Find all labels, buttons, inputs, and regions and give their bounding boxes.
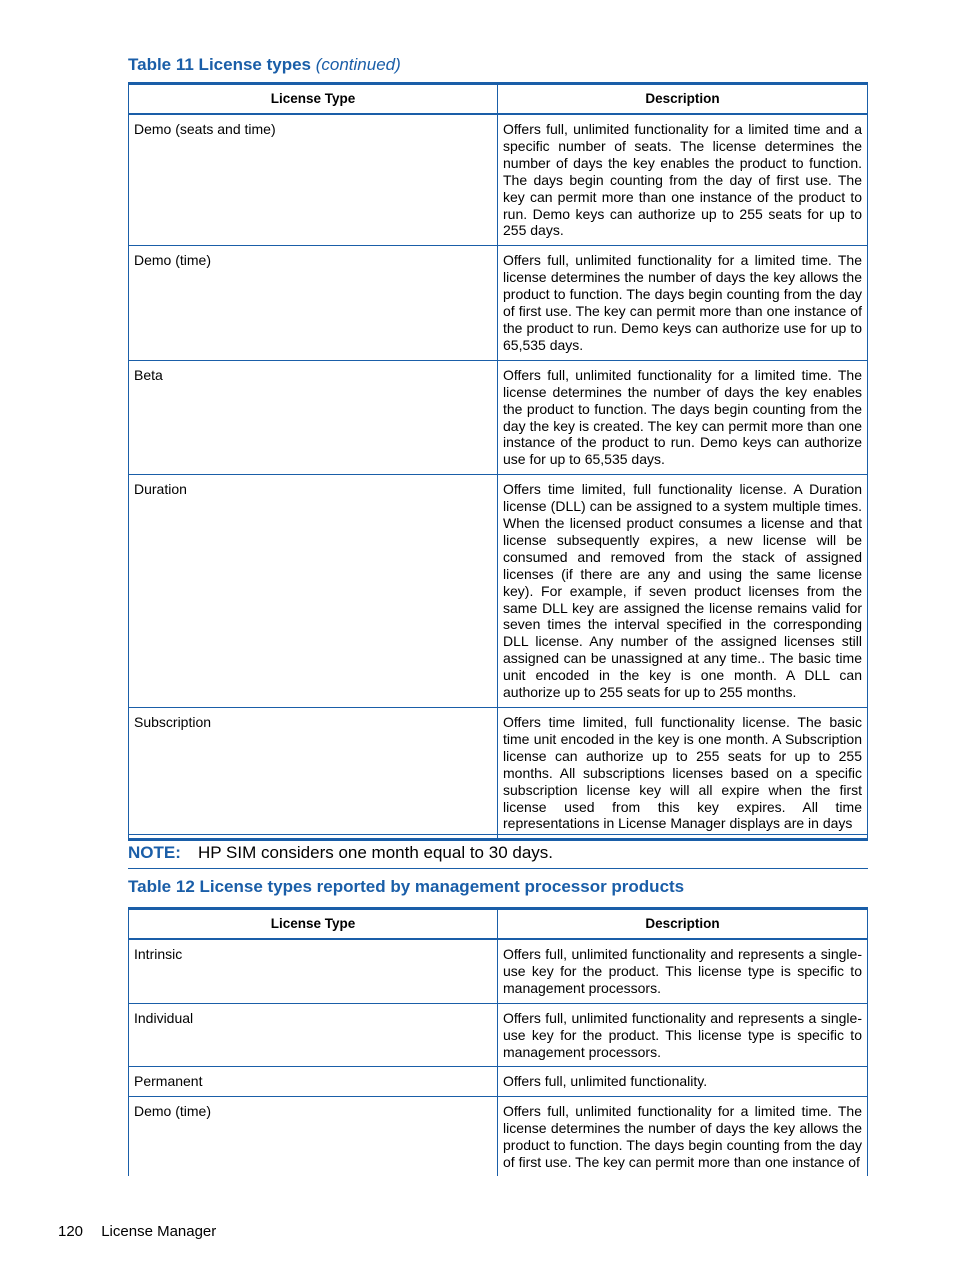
description-cell: Offers full, unlimited functionality and represents a single-use key for the product. This license type is specific to management processors. bbox=[498, 1003, 868, 1067]
table-row bbox=[129, 1067, 868, 1097]
column-header-description: Description bbox=[498, 909, 868, 940]
license-type-cell: Individual bbox=[129, 1003, 498, 1067]
column-header-license-type: License Type bbox=[129, 909, 498, 940]
license-type-cell: Intrinsic bbox=[129, 939, 498, 1003]
table-11-caption bbox=[128, 55, 401, 75]
license-types-table bbox=[128, 82, 868, 841]
table-row bbox=[129, 939, 868, 1003]
table-row bbox=[129, 360, 868, 474]
license-type-cell: Demo (seats and time) bbox=[129, 114, 498, 246]
table-12-title: Table 12 License types reported by management processor products bbox=[128, 877, 685, 896]
table-row bbox=[129, 114, 868, 246]
page-number: 120 bbox=[58, 1223, 84, 1240]
page-footer bbox=[58, 1223, 216, 1240]
table-11-continued: (continued) bbox=[315, 55, 401, 74]
description-cell: Offers full, unlimited functionality for a limited time. The license determines the number of days the key enables the product to function. The days begin counting from the day the key is created. The key can permit more than one instance of the product to run. Demo keys can authorize use for up to 65,535 days. bbox=[498, 360, 868, 474]
description-cell: Offers full, unlimited functionality. bbox=[498, 1067, 868, 1097]
license-type-cell: Subscription bbox=[129, 708, 498, 840]
description-cell: Offers time limited, full functionality license. A Duration license (DLL) can be assigned to a system multiple times. When the licensed product consumes a license and that license subsequently expires, a new license will be consumed and removed from the stack of assigned licenses (if there are any and using the same license key). For example, if seven product licenses from the same DLL key are assigned the license remains valid for seven times the interval specified in the corresponding DLL license. Any number of the assigned licenses still assigned can be unassigned at any time.. The basic time unit encoded in the key is one month. A DLL can authorize up to 255 seats for up to 255 months. bbox=[498, 475, 868, 708]
table-11-title: Table 11 License types bbox=[128, 55, 311, 74]
footer-section-title: License Manager bbox=[101, 1223, 217, 1240]
table-row bbox=[129, 246, 868, 360]
license-type-cell: Duration bbox=[129, 475, 498, 708]
description-cell: Offers full, unlimited functionality and represents a single-use key for the product. This license type is specific to management processors. bbox=[498, 939, 868, 1003]
description-cell: Offers full, unlimited functionality for a limited time and a specific number of seats. The license determines the number of days the key enables the product to function. The days begin counting from the day of first use. The key can permit more than one instance of the product to run. Demo keys can authorize up to 255 seats for up to 255 days. bbox=[498, 114, 868, 246]
table-row bbox=[129, 708, 868, 840]
license-type-cell: Demo (time) bbox=[129, 1097, 498, 1200]
note-box bbox=[128, 834, 868, 869]
column-header-license-type: License Type bbox=[129, 84, 498, 115]
note-text: HP SIM considers one month equal to 30 days. bbox=[198, 843, 553, 862]
license-type-cell: Demo (time) bbox=[129, 246, 498, 360]
management-processor-license-table bbox=[128, 907, 868, 1200]
license-type-cell: Permanent bbox=[129, 1067, 498, 1097]
table-row bbox=[129, 475, 868, 708]
table-header-row bbox=[129, 909, 868, 940]
description-cell: Offers full, unlimited functionality for a limited time. The license determines the number of days the key allows the product to function. The days begin counting from the day of first use. The key can permit more than one instance of the product to run. Demo keys can authorize use for up to 65,535 days. bbox=[498, 246, 868, 360]
column-header-description: Description bbox=[498, 84, 868, 115]
table-header-row bbox=[129, 84, 868, 115]
table-row bbox=[129, 1003, 868, 1067]
description-cell: Offers time limited, full functionality license. The basic time unit encoded in the key is one month. A Subscription license can authorize up to 255 seats for up to 255 months. All subscriptions licenses based on a specific subscription license key will all expire when the first license used from this key expires. All time representations in License Manager displays are in days bbox=[498, 708, 868, 840]
table-12-caption bbox=[128, 877, 684, 897]
license-type-cell: Beta bbox=[129, 360, 498, 474]
description-cell: Offers full, unlimited functionality for a limited time. The license determines the number of days the key allows the product to function. The days begin counting from the day of first use. The key can permit more than one instance of bbox=[498, 1097, 868, 1200]
note-label: NOTE: bbox=[128, 843, 181, 862]
